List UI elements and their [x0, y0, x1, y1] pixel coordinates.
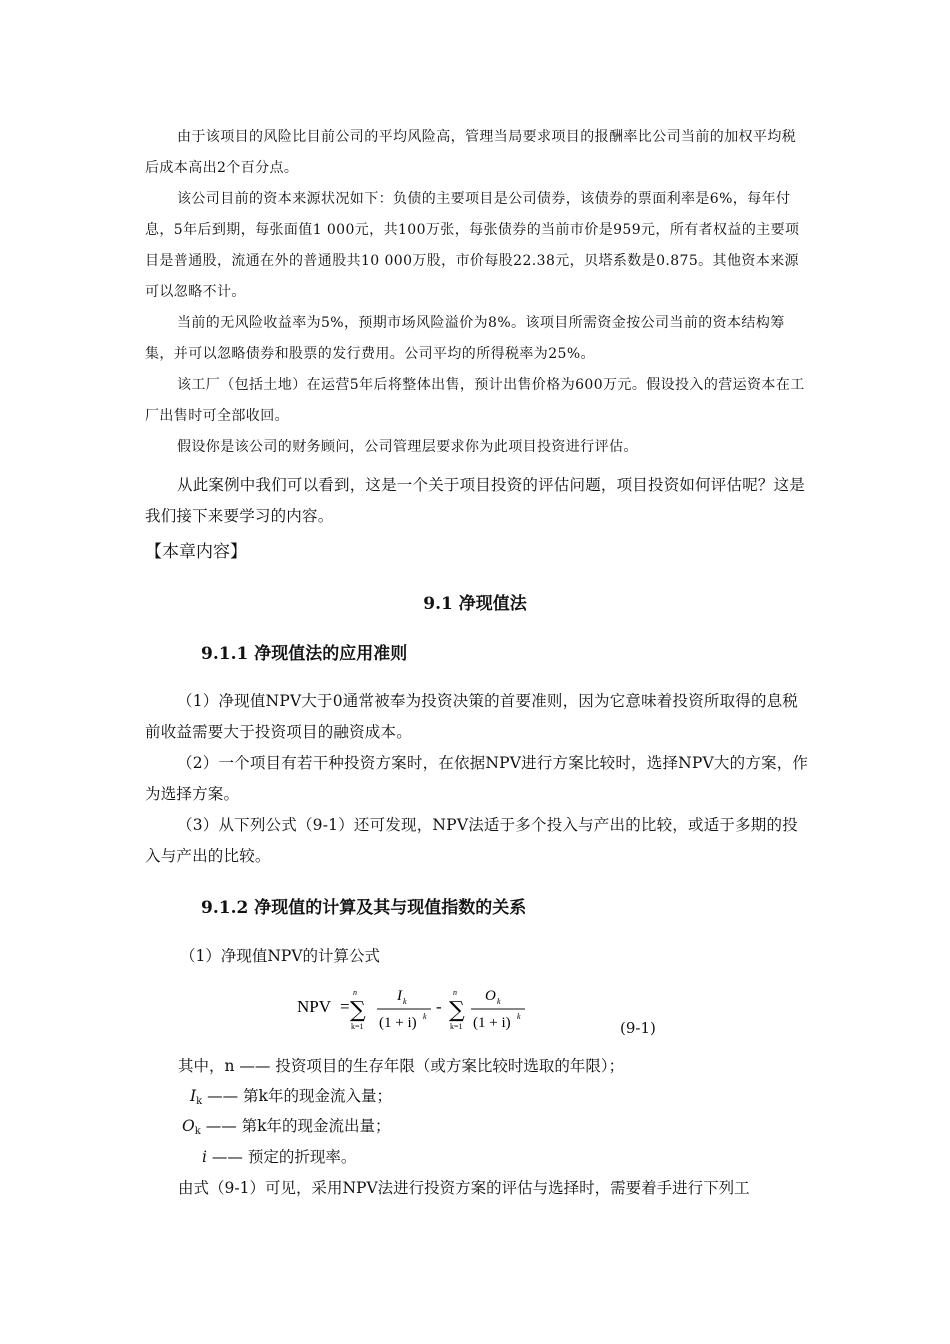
- formula-npv-label: NPV: [297, 997, 332, 1016]
- def-discount-rate-text: —— 预定的折现率。: [211, 1148, 357, 1166]
- symbol-I: I: [190, 1087, 197, 1105]
- sigma2-lower: k=1: [450, 1022, 463, 1031]
- criterion-item-3: （3）从下列公式（9-1）还可发现，NPV法适于多个投入与产出的比较，或适于多期的投入与产出的比较。: [145, 816, 798, 865]
- numerator-O: O: [485, 988, 496, 1004]
- npv-formula: [295, 982, 535, 1042]
- def-discount-rate: [202, 1145, 356, 1169]
- numerator-I: I: [397, 988, 402, 1004]
- symbol-O-sub: k: [194, 1126, 201, 1137]
- where-line: 其中，n —— 投资项目的生存年限（或方案比较时选取的年限）；: [178, 1057, 625, 1075]
- criterion-item-2: （2）一个项目有若干种投资方案时，在依据NPV进行方案比较时，选择NPV大的方案，作为选择方案。: [145, 754, 809, 803]
- section-title: 9.1 净现值法: [423, 594, 527, 614]
- denominator-2: (1 + i): [473, 1015, 511, 1031]
- def-outflow: [182, 1114, 391, 1144]
- sigma1-upper: n: [353, 988, 357, 997]
- formula-minus: -: [436, 997, 442, 1016]
- denominator-1: (1 + i): [379, 1015, 417, 1031]
- case-paragraph-5: 假设你是该公司的财务顾问，公司管理层要求你为此项目投资进行评估。: [177, 439, 638, 455]
- chapter-content-heading: 【本章内容】: [145, 542, 247, 562]
- formula-equals: =: [340, 997, 350, 1016]
- closing-line: 由式（9-1）可见，采用NPV法进行投资方案的评估与选择时，需要着手进行下列工: [178, 1179, 750, 1197]
- subsection-1-title: 9.1.1 净现值法的应用准则: [201, 644, 408, 664]
- sigma2: ∑: [449, 998, 465, 1023]
- equation-number: (9-1): [620, 1019, 656, 1037]
- def-inflow-text: —— 第k年的现金流入量；: [207, 1087, 392, 1105]
- sigma1: ∑: [350, 998, 366, 1023]
- formula-intro: （1）净现值NPV的计算公式: [180, 947, 381, 965]
- criterion-item-1: （1）净现值NPV大于0通常被奉为投资决策的首要准则，因为它意味着投资所取得的息税前收益需要大于投资项目的融资成本。: [145, 692, 799, 741]
- numerator-O-sub: k: [497, 997, 501, 1006]
- case-paragraph-4: 该工厂（包括土地）在运营5年后将整体出售，预计出售价格为600万元。假设投入的营运资本在工厂出售时可全部收回。: [145, 377, 805, 424]
- def-inflow: [190, 1084, 392, 1114]
- case-paragraph-1: 由于该项目的风险比目前公司的平均风险高，管理当局要求项目的报酬率比公司当前的加权平均税后成本高出2个百分点。: [145, 129, 797, 176]
- def-outflow-text: —— 第k年的现金流出量；: [205, 1117, 391, 1135]
- symbol-i: i: [202, 1148, 207, 1166]
- denominator-1-exp: k: [423, 1012, 427, 1021]
- symbol-O: O: [182, 1117, 195, 1135]
- intro-paragraph: 从此案例中我们可以看到，这是一个关于项目投资的评估问题，项目投资如何评估呢？这是我们接下来要学习的内容。: [145, 476, 806, 525]
- numerator-I-sub: k: [403, 997, 407, 1006]
- sigma1-lower: k=1: [351, 1022, 364, 1031]
- case-paragraph-2: 该公司目前的资本来源状况如下：负债的主要项目是公司债券，该债券的票面利率是6%，每年付息，5年后到期，每张面值1 000元，共100万张，每张债券的当前市价是959元，所有者权益的主要项目是普通股，流通在外的普通股共10 000万股，市价每股22.38元，贝塔系数是0.875。其他资本来源可以忽略不计。: [145, 191, 800, 300]
- symbol-I-sub: k: [196, 1096, 203, 1107]
- denominator-2-exp: k: [517, 1012, 521, 1021]
- subsection-2-title: 9.1.2 净现值的计算及其与现值指数的关系: [201, 898, 527, 918]
- case-paragraph-3: 当前的无风险收益率为5%，预期市场风险溢价为8%。该项目所需资金按公司当前的资本结构筹集，并可以忽略债券和股票的发行费用。公司平均的所得税率为25%。: [145, 315, 785, 362]
- sigma2-upper: n: [453, 988, 457, 997]
